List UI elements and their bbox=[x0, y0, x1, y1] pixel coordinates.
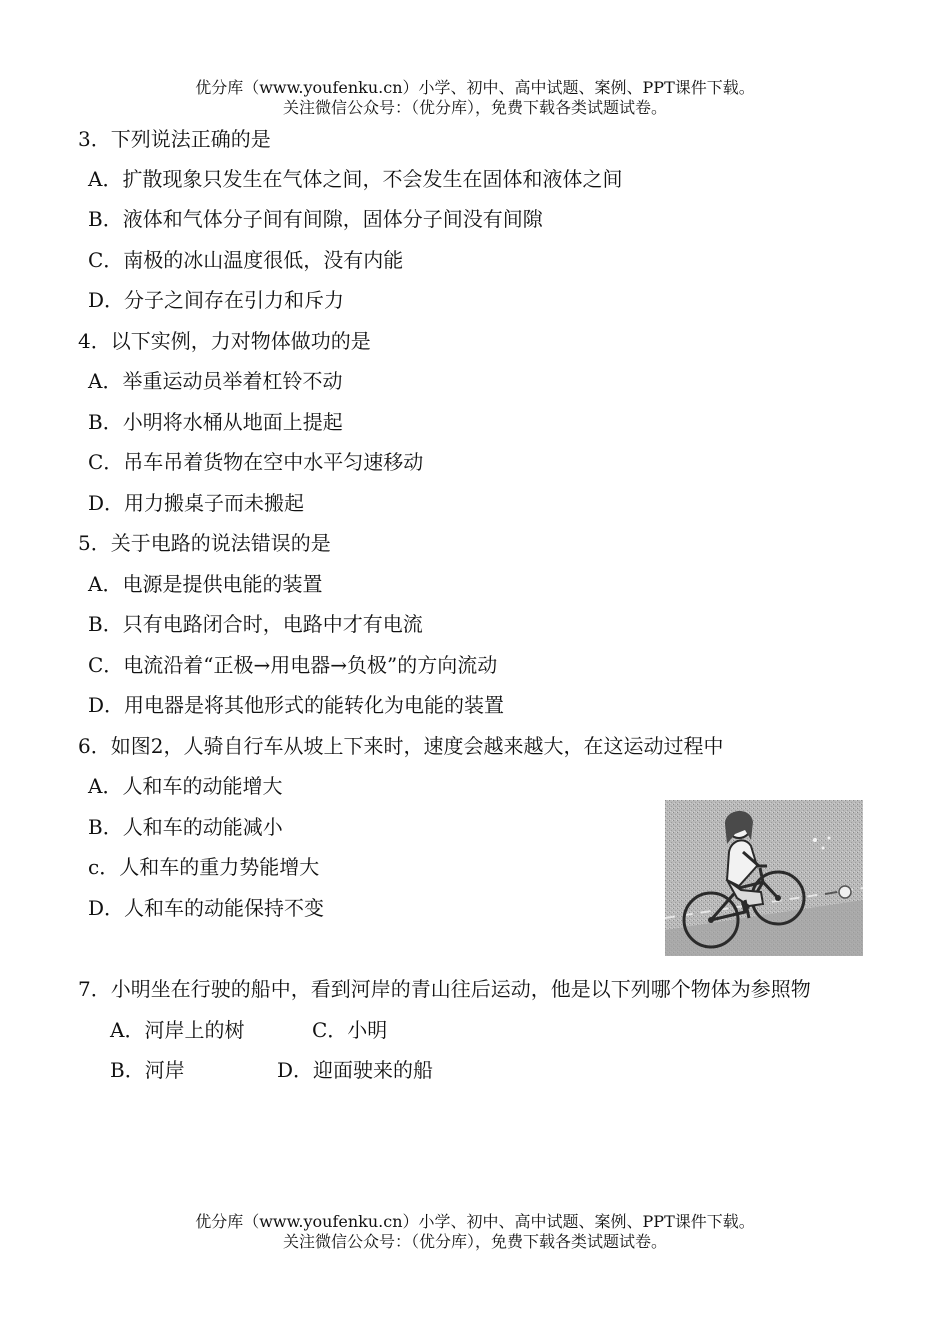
question-4-stem: 4．以下实例，力对物体做功的是 bbox=[78, 329, 371, 353]
question-7-option-c: C．小明 bbox=[312, 1018, 388, 1042]
question-3-option-c: C．南极的冰山温度很低，没有内能 bbox=[88, 248, 404, 272]
footer-line-1: 优分库（www.youfenku.cn）小学、初中、高中试题、案例、PPT课件下载。 bbox=[195, 1212, 755, 1231]
question-4-option-a: A．举重运动员举着杠铃不动 bbox=[88, 369, 343, 393]
question-3-option-a: A．扩散现象只发生在气体之间，不会发生在固体和液体之间 bbox=[88, 167, 623, 191]
question-3-option-b: B．液体和气体分子间有间隙，固体分子间没有间隙 bbox=[88, 207, 543, 231]
question-6-option-b: B．人和车的动能减小 bbox=[88, 815, 283, 839]
question-5-stem: 5．关于电路的说法错误的是 bbox=[78, 531, 331, 555]
bicycle-illustration bbox=[665, 800, 863, 956]
question-7-option-b: B．河岸 bbox=[110, 1058, 185, 1082]
question-5-option-b: B．只有电路闭合时，电路中才有电流 bbox=[88, 612, 423, 636]
question-5-option-a: A．电源是提供电能的装置 bbox=[88, 572, 323, 596]
question-7-option-d: D．迎面驶来的船 bbox=[277, 1058, 434, 1082]
question-5-option-c: C．电流沿着“正极→用电器→负极”的方向流动 bbox=[88, 653, 498, 677]
question-4-option-b: B．小明将水桶从地面上提起 bbox=[88, 410, 343, 434]
question-6-stem: 6．如图2，人骑自行车从坡上下来时，速度会越来越大，在这运动过程中 bbox=[78, 734, 724, 758]
question-6-option-d: D．人和车的动能保持不变 bbox=[88, 896, 325, 920]
header-line-2: 关注微信公众号：（优分库），免费下载各类试题试卷。 bbox=[282, 98, 667, 117]
question-4-option-c: C．吊车吊着货物在空中水平匀速移动 bbox=[88, 450, 424, 474]
question-7-option-a: A．河岸上的树 bbox=[110, 1018, 245, 1042]
header-line-1: 优分库（www.youfenku.cn）小学、初中、高中试题、案例、PPT课件下载。 bbox=[195, 78, 755, 97]
footer-line-2: 关注微信公众号：（优分库），免费下载各类试题试卷。 bbox=[282, 1232, 667, 1251]
page-footer bbox=[0, 1212, 950, 1252]
bicycle-downhill-figure bbox=[665, 800, 863, 956]
question-5-option-d: D．用电器是将其他形式的能转化为电能的装置 bbox=[88, 693, 505, 717]
question-3-option-d: D．分子之间存在引力和斥力 bbox=[88, 288, 345, 312]
page-header bbox=[0, 78, 950, 118]
question-7-stem: 7．小明坐在行驶的船中，看到河岸的青山往后运动，他是以下列哪个物体为参照物 bbox=[78, 977, 811, 1001]
question-6-option-a: A．人和车的动能增大 bbox=[88, 774, 283, 798]
question-3-stem: 3．下列说法正确的是 bbox=[78, 127, 271, 151]
question-4-option-d: D．用力搬桌子而未搬起 bbox=[88, 491, 305, 515]
question-6-option-c: c．人和车的重力势能增大 bbox=[88, 855, 320, 879]
